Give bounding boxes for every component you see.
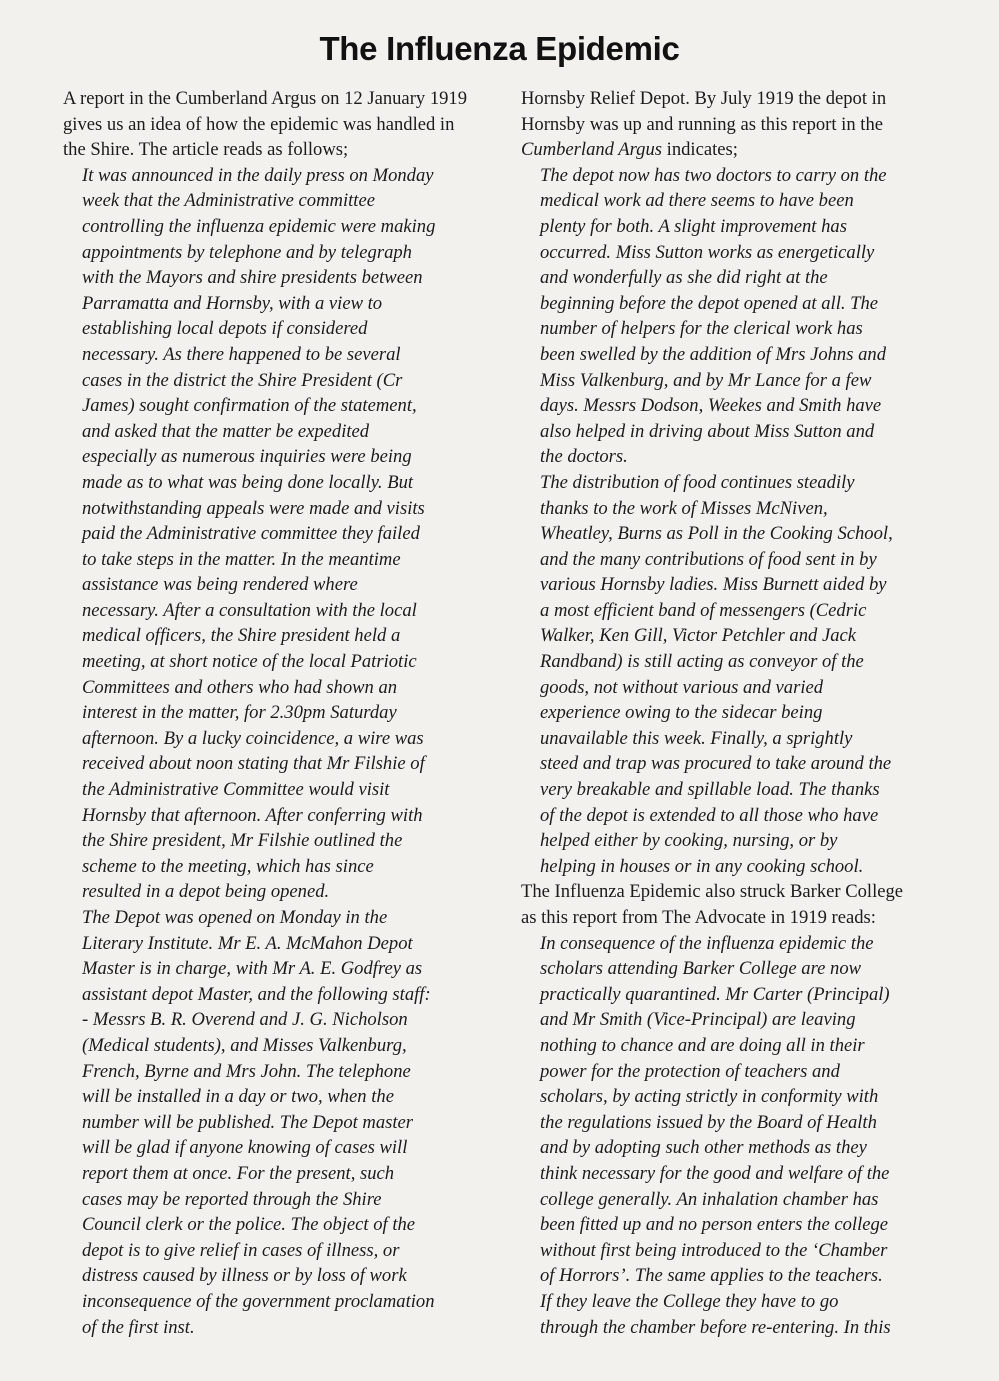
right-quote-2: [521, 931, 966, 1341]
text-line: James) sought confirmation of the statement,: [82, 395, 417, 417]
text-line: beginning before the depot opened at all. The: [540, 292, 879, 314]
text-line: A report in the Cumberland Argus on 12 January 1919: [63, 88, 468, 109]
text-line: appointments by telephone and by telegraph: [82, 241, 412, 263]
text-line: will be glad if anyone knowing of cases will: [82, 1137, 408, 1159]
text-line: through the chamber before re-entering. In this: [540, 1316, 891, 1338]
text-line: Wheatley, Burns as Poll in the Cooking School,: [540, 523, 893, 545]
text-line: French, Byrne and Mrs John. The telephone: [82, 1060, 411, 1082]
text-line: afternoon. By a lucky coincidence, a wire was: [82, 727, 424, 749]
text-line: depot is to give relief in cases of illness, or: [82, 1239, 400, 1261]
text-line: cases in the district the Shire President (Cr: [82, 369, 403, 391]
text-line: made as to what was being done locally. But: [82, 471, 414, 493]
text-line: helping in houses or in any cooking school.: [540, 855, 864, 877]
page-title: The Influenza Epidemic: [319, 30, 680, 67]
text-line: especially as numerous inquiries were being: [82, 446, 412, 468]
text-line: - Messrs B. R. Overend and J. G. Nicholson: [82, 1009, 408, 1031]
text-line: Literary Institute. Mr E. A. McMahon Depot: [82, 932, 413, 954]
left-quote: [63, 163, 495, 1340]
text-line: unavailable this week. Finally, a sprightly: [540, 727, 853, 749]
text-line: college generally. An inhalation chamber has: [540, 1188, 879, 1210]
text-line: to take steps in the matter. In the meantime: [82, 548, 401, 570]
text-line: the Administrative Committee would visit: [82, 779, 390, 801]
text-line: various Hornsby ladies. Miss Burnett aided by: [540, 574, 887, 596]
text-line: a most efficient band of messengers (Cedric: [540, 599, 867, 621]
text-line: interest in the matter, for 2.30pm Saturday: [82, 702, 397, 724]
text-line: helped either by cooking, nursing, or by: [540, 830, 838, 852]
right-intro-2: [521, 879, 966, 930]
text-line: [521, 137, 966, 163]
text-line: resulted in a depot being opened.: [82, 881, 330, 903]
text-line: paid the Administrative committee they failed: [82, 523, 420, 545]
text-line: number will be published. The Depot master: [82, 1111, 414, 1133]
text-line: practically quarantined. Mr Carter (Principal): [540, 983, 890, 1005]
text-line: Walker, Ken Gill, Victor Petchler and Jack: [540, 625, 857, 647]
text-line: (Medical students), and Misses Valkenburg,: [82, 1034, 407, 1056]
text-line: Parramatta and Hornsby, with a view to: [82, 292, 383, 314]
text-line: If they leave the College they have to go: [540, 1290, 839, 1312]
text-line: notwithstanding appeals were made and visits: [82, 497, 425, 519]
text-line: Randband) is still acting as conveyor of the: [540, 651, 864, 673]
text-line: and asked that the matter be expedited: [82, 420, 370, 442]
publication-name: Cumberland Argus: [521, 139, 663, 161]
text-line: scholars attending Barker College are now: [540, 958, 862, 980]
text-line: medical officers, the Shire president held a: [82, 625, 401, 647]
text-line: and the many contributions of food sent in by: [540, 548, 877, 570]
text-line: received about noon stating that Mr Filshie of: [82, 753, 425, 775]
text-line: also helped in driving about Miss Sutton and: [540, 420, 875, 442]
text-line: scholars, by acting strictly in conformity with: [540, 1086, 879, 1108]
text-line: medical work ad there seems to have been: [540, 190, 854, 212]
right-quote-1: [521, 163, 966, 880]
text-line: think necessary for the good and welfare of the: [540, 1162, 890, 1184]
text-line: Master is in charge, with Mr A. E. Godfrey as: [82, 958, 423, 980]
text-line: assistance was being rendered where: [82, 574, 358, 596]
text-line: week that the Administrative committee: [82, 190, 375, 212]
text-line: plenty for both. A slight improvement has: [540, 215, 847, 237]
text-line: and Mr Smith (Vice-Principal) are leaving: [540, 1009, 856, 1031]
text-line: necessary. As there happened to be several: [82, 343, 401, 365]
text-line: and by adopting such other methods as they: [540, 1137, 867, 1159]
text-line: of the first inst.: [82, 1316, 195, 1338]
text-line: will be installed in a day or two, when the: [82, 1086, 394, 1108]
text-line: distress caused by illness or by loss of work: [82, 1265, 407, 1287]
text-line: steed and trap was procured to take around the: [540, 753, 892, 775]
text-line: Hornsby Relief Depot. By July 1919 the depot in: [521, 88, 887, 109]
text-line: Council clerk or the police. The object of the: [82, 1214, 416, 1236]
text-line: without first being introduced to the ‘Chamber: [540, 1239, 888, 1261]
text-line: controlling the influenza epidemic were making: [82, 215, 436, 237]
text-line: establishing local depots if considered: [82, 318, 368, 340]
text-line: of the depot is extended to all those who have: [540, 804, 879, 826]
text-line: the Shire. The article reads as follows;: [63, 139, 349, 161]
text-line: scheme to the meeting, which has since: [82, 855, 374, 877]
text-line: The Depot was opened on Monday in the: [82, 907, 388, 928]
text-line: nothing to chance and are doing all in their: [540, 1034, 865, 1056]
text-line: report them at once. For the present, such: [82, 1162, 395, 1184]
text-line: with the Mayors and shire presidents between: [82, 267, 423, 289]
text-line: Hornsby that afternoon. After conferring with: [82, 804, 423, 826]
right-column: [521, 86, 966, 1340]
text-line: Hornsby was up and running as this report in the: [521, 113, 884, 135]
left-intro: [63, 86, 495, 163]
text-line: assistant depot Master, and the following staff:: [82, 983, 431, 1005]
text-line: power for the protection of teachers and: [540, 1060, 840, 1082]
text-line: It was announced in the daily press on Monday: [82, 164, 434, 186]
text-line: Miss Valkenburg, and by Mr Lance for a few: [540, 369, 872, 391]
text-line: Committees and others who had shown an: [82, 676, 398, 698]
right-intro: [521, 86, 966, 163]
text-line: the regulations issued by the Board of Health: [540, 1111, 877, 1133]
text-fragment: indicates;: [662, 139, 738, 161]
text-line: thanks to the work of Misses McNiven,: [540, 497, 828, 519]
text-line: necessary. After a consultation with the local: [82, 599, 417, 621]
text-line: In consequence of the influenza epidemic the: [540, 932, 874, 954]
text-line: days. Messrs Dodson, Weekes and Smith have: [540, 395, 882, 417]
text-line: meeting, at short notice of the local Patriotic: [82, 651, 417, 673]
text-line: as this report from The Advocate in 1919 reads:: [521, 907, 876, 928]
text-line: number of helpers for the clerical work has: [540, 318, 863, 340]
text-line: the Shire president, Mr Filshie outlined the: [82, 830, 403, 852]
text-line: The distribution of food continues steadily: [540, 471, 855, 493]
text-line: the doctors.: [540, 446, 628, 468]
text-line: goods, not without various and varied: [540, 676, 824, 698]
text-line: The depot now has two doctors to carry on the: [540, 164, 887, 186]
text-line: very breakable and spillable load. The thanks: [540, 779, 880, 801]
text-line: and wonderfully as she did right at the: [540, 267, 828, 289]
left-column: [63, 86, 495, 1340]
text-line: of Horrors’. The same applies to the teachers.: [540, 1265, 883, 1287]
text-line: been swelled by the addition of Mrs Johns and: [540, 343, 886, 365]
text-line: cases may be reported through the Shire: [82, 1188, 382, 1210]
text-line: inconsequence of the government proclamation: [82, 1290, 435, 1312]
text-line: occurred. Miss Sutton works as energetically: [540, 241, 875, 263]
text-line: The Influenza Epidemic also struck Barker College: [521, 881, 904, 903]
text-line: experience owing to the sidecar being: [540, 702, 823, 724]
text-line: been fitted up and no person enters the college: [540, 1214, 889, 1236]
text-line: gives us an idea of how the epidemic was handled in: [63, 113, 455, 135]
